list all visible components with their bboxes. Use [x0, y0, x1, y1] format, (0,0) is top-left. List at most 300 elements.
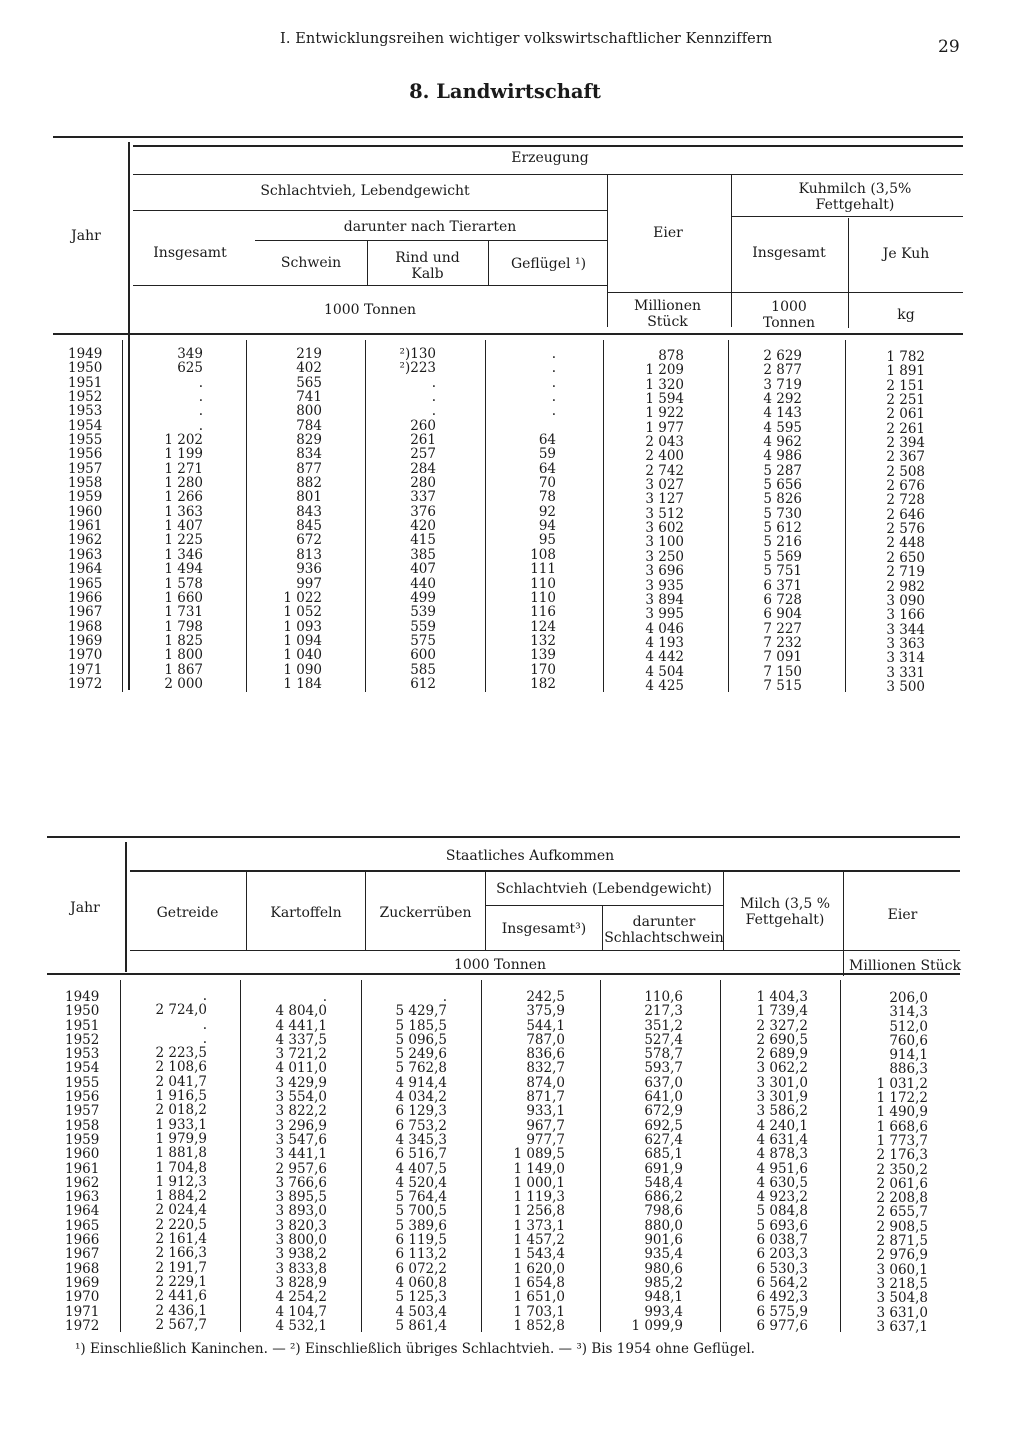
table-cell: 1 594	[645, 391, 684, 408]
table-cell: 3 062,2	[756, 1060, 808, 1077]
table-cell: 7 515	[763, 677, 802, 694]
table-cell: 3 027	[645, 477, 684, 494]
table-cell: 3 894	[645, 591, 684, 608]
table-cell: 878	[658, 348, 684, 364]
table-cell: 2 394	[886, 435, 925, 452]
table-cell: 2 251	[886, 392, 925, 409]
table-cell: 1 867	[164, 661, 203, 678]
table-cell: 5 826	[763, 491, 802, 508]
year-cell: 1967	[65, 1246, 100, 1263]
table-cell: 5 656	[763, 477, 802, 494]
col-header-milk-total: Insgesamt	[752, 245, 826, 261]
table-cell: 5 185,5	[395, 1017, 447, 1034]
table-cell: 3 429,9	[275, 1074, 327, 1091]
table-cell: 2 719	[886, 564, 925, 581]
table-cell: 3 696	[645, 563, 684, 580]
table-cell: 1 266	[164, 489, 203, 506]
table-cell: 3 314	[886, 650, 925, 667]
table-cell: 625	[177, 360, 203, 377]
table-cell: 2 724,0	[155, 1002, 207, 1019]
table-cell: 1 202	[164, 432, 203, 449]
year-cell: 1950	[68, 360, 103, 377]
table-cell: 3 833,8	[275, 1260, 327, 1277]
column-sugarbeet	[395, 990, 447, 1333]
col-header-grain: Getreide	[156, 905, 219, 921]
table-cell: 6 977,6	[756, 1317, 808, 1334]
table-cell: 440	[410, 575, 436, 592]
table-cell: 5 084,8	[756, 1203, 808, 1220]
table-cell: 2 043	[645, 434, 684, 451]
table-cell: 420	[410, 518, 436, 535]
rule	[53, 136, 963, 138]
table-cell: 110	[530, 589, 556, 606]
table-cell: 4 292	[763, 391, 802, 408]
rule	[488, 240, 489, 285]
table-cell: 2 229,1	[155, 1273, 207, 1290]
year-cell: 1963	[68, 546, 103, 563]
year-cell: 1959	[65, 1131, 100, 1148]
group-header: Staatliches Aufkommen	[445, 848, 615, 864]
table-cell: 784	[296, 417, 322, 434]
table-cell: 3 828,9	[275, 1274, 327, 1291]
table-cell: 3 363	[886, 635, 925, 652]
table-cell: 691,9	[644, 1160, 683, 1177]
rule	[720, 980, 721, 1332]
table-cell: 132	[530, 632, 556, 649]
table-cell: 933,1	[526, 1103, 565, 1120]
table-cell: 1 578	[164, 575, 203, 592]
rule	[843, 872, 844, 976]
rule	[133, 210, 607, 211]
column-eggs	[876, 991, 928, 1334]
table-cell: 2 151	[886, 377, 925, 394]
column-slaughter-pigs	[631, 990, 683, 1333]
rule	[485, 340, 486, 692]
rule	[53, 333, 963, 335]
col-header-total: Insgesamt	[153, 245, 227, 261]
table-cell: 2 689,9	[756, 1046, 808, 1063]
table-cell: 3 547,6	[275, 1131, 327, 1148]
table-cell: 2 441,6	[155, 1288, 207, 1305]
table-cell: 871,7	[526, 1089, 565, 1106]
table-cell: 977,7	[526, 1131, 565, 1148]
table-cell: 2 061,6	[876, 1175, 928, 1192]
table-cell: .	[202, 988, 207, 1004]
year-cell: 1971	[68, 661, 103, 678]
table-cell: 4 804,0	[275, 1003, 327, 1020]
table-cell: 1 094	[283, 632, 322, 649]
column-milk-total	[763, 349, 802, 693]
table-cell: .	[551, 346, 556, 362]
col-header-per-cow: Je Kuh	[882, 246, 930, 262]
column-years	[68, 347, 102, 691]
column-total	[164, 347, 203, 691]
table-cell: 5 861,4	[395, 1317, 447, 1334]
table-cell: 1 184	[283, 675, 322, 692]
table-cell: 1 543,4	[513, 1246, 565, 1263]
table-cell: 2 436,1	[155, 1302, 207, 1319]
table-cell: 1 040	[283, 647, 322, 664]
table-cell: 1 800	[164, 647, 203, 664]
table-cell: 3 586,2	[756, 1103, 808, 1120]
table-cell: 110,6	[644, 989, 683, 1005]
year-cell: 1956	[68, 446, 103, 463]
year-cell: 1961	[68, 518, 103, 535]
table-cell: 2 655,7	[876, 1204, 928, 1221]
table-cell: ²)223	[399, 360, 436, 377]
table-cell: 834	[296, 446, 322, 463]
table-cell: 5 287	[763, 462, 802, 479]
table-cell: 402	[296, 360, 322, 377]
table-cell: 4 442	[645, 649, 684, 666]
table-cell: 6 129,3	[395, 1103, 447, 1120]
table-cell: 5 730	[763, 505, 802, 522]
table-cell: 1 225	[164, 532, 203, 549]
table-cell: 1 852,8	[513, 1317, 565, 1334]
column-poultry	[530, 347, 556, 691]
table-cell: 4 104,7	[275, 1303, 327, 1320]
year-cell: 1968	[65, 1260, 100, 1277]
table-cell: 2 690,5	[756, 1031, 808, 1048]
table-cell: 3 938,2	[275, 1246, 327, 1263]
table-cell: 3 344	[886, 621, 925, 638]
table-cell: 1 668,6	[876, 1118, 928, 1135]
table-cell: 936	[296, 561, 322, 578]
rule	[246, 872, 247, 950]
table-cell: 4 630,5	[756, 1174, 808, 1191]
table-cell: 4 046	[645, 620, 684, 637]
year-cell: 1966	[68, 589, 103, 606]
table-cell: 6 564,2	[756, 1274, 808, 1291]
table-cell: 585	[410, 661, 436, 678]
table-cell: 2 024,4	[155, 1202, 207, 1219]
table-cell: 415	[410, 532, 436, 549]
table-cell: 2 742	[645, 462, 684, 479]
table-cell: 3 331	[886, 664, 925, 681]
rule	[600, 980, 601, 1332]
table-cell: 4 011,0	[275, 1060, 327, 1077]
table-cell: 2 208,8	[876, 1190, 928, 1207]
table-cell: 641,0	[644, 1089, 683, 1106]
column-grain	[155, 989, 207, 1332]
rule	[125, 842, 127, 972]
table-cell: 877	[296, 460, 322, 477]
table-cell: 1 320	[645, 376, 684, 393]
table-cell: 672	[296, 532, 322, 549]
table-cell: 5 751	[763, 563, 802, 580]
table-cell: 1 922	[645, 405, 684, 422]
table-cell: 1 979,9	[155, 1130, 207, 1147]
table-cell: 59	[538, 446, 556, 463]
table-cell: 2 567,7	[155, 1316, 207, 1333]
year-cell: 1970	[65, 1289, 100, 1306]
table-cell: 3 060,1	[876, 1261, 928, 1278]
table-cell: 3 637,1	[876, 1318, 928, 1335]
table-cell: 7 232	[763, 634, 802, 651]
table-cell: 2 400	[645, 448, 684, 465]
table-cell: 4 240,1	[756, 1117, 808, 1134]
table-cell: 1 654,8	[513, 1274, 565, 1291]
table-cell: 6 203,3	[756, 1246, 808, 1263]
table-cell: 1 199	[164, 446, 203, 463]
table-cell: 901,6	[644, 1232, 683, 1249]
table-cell: 4 532,1	[275, 1317, 327, 1334]
table-cell: 6 753,2	[395, 1117, 447, 1134]
table-cell: 5 125,3	[395, 1289, 447, 1306]
table-cell: 3 127	[645, 491, 684, 508]
table-cell: .	[551, 403, 556, 420]
table-cell: 7 091	[763, 649, 802, 666]
table-cell: 1 209	[645, 362, 684, 379]
table-cell: 578,7	[644, 1046, 683, 1063]
year-cell: 1972	[65, 1317, 100, 1334]
table-cell: 2 191,7	[155, 1259, 207, 1276]
table-cell: 948,1	[644, 1289, 683, 1306]
table-cell: 4 345,3	[395, 1131, 447, 1148]
table-cell: 1 773,7	[876, 1132, 928, 1149]
table-cell: 1 891	[886, 363, 925, 380]
unit-eggs: Millionen Stück	[849, 958, 961, 974]
rule	[361, 980, 362, 1332]
table-cell: 3 100	[645, 534, 684, 551]
table-cell: 2 350,2	[876, 1161, 928, 1178]
rule	[47, 836, 960, 838]
table-cell: 967,7	[526, 1117, 565, 1134]
table-cell: 6 728	[763, 591, 802, 608]
table-cell: 559	[410, 618, 436, 635]
table-cell: 4 337,5	[275, 1031, 327, 1048]
table-cell: 5 612	[763, 520, 802, 537]
table-cell: .	[322, 989, 327, 1005]
table-cell: 914,1	[889, 1047, 928, 1064]
year-cell: 1957	[65, 1103, 100, 1120]
rule	[367, 240, 368, 285]
year-cell: 1965	[65, 1217, 100, 1234]
table-cell: 832,7	[526, 1060, 565, 1077]
table-cell: 1 119,3	[513, 1189, 565, 1206]
table-cell: 3 512	[645, 505, 684, 522]
table-cell: 182	[530, 675, 556, 692]
table-cell: 1 149,0	[513, 1160, 565, 1177]
column-per-cow	[886, 350, 925, 694]
col-header-pig: Schwein	[280, 255, 342, 271]
table-cell: 3 766,6	[275, 1174, 327, 1191]
table-cell: 1 090	[283, 661, 322, 678]
table-cell: 672,9	[644, 1103, 683, 1120]
table-cell: 1 703,1	[513, 1303, 565, 1320]
table-cell: 6 113,2	[395, 1246, 447, 1263]
table-cell: 2 367	[886, 449, 925, 466]
table-cell: 7 150	[763, 663, 802, 680]
table-cell: 1 704,8	[155, 1159, 207, 1176]
running-header: I. Entwicklungsreihen wichtiger volkswirtschaftlicher Kennziffern	[280, 31, 773, 47]
table-cell: 4 504	[645, 663, 684, 680]
table-cell: 314,3	[889, 1004, 928, 1021]
table-cell: 1 172,2	[876, 1090, 928, 1107]
year-cell: 1964	[65, 1203, 100, 1220]
table-cell: 284	[410, 460, 436, 477]
table-cell: 5 216	[763, 534, 802, 551]
rule	[120, 980, 121, 1332]
table-cell: 3 504,8	[876, 1290, 928, 1307]
table-cell: .	[198, 403, 203, 420]
col-header-milk: Kuhmilch (3,5% Fettgehalt)	[798, 181, 912, 213]
table-cell: 3 719	[763, 376, 802, 393]
page-number: 29	[938, 37, 960, 57]
unit-eggs: Millionen Stück	[634, 298, 701, 330]
table-cell	[530, 419, 556, 433]
rule	[485, 872, 486, 950]
table-cell: 1 346	[164, 546, 203, 563]
rule	[122, 340, 123, 692]
year-cell: 1966	[65, 1232, 100, 1249]
year-cell: 1972	[68, 675, 103, 692]
year-cell: 1967	[68, 604, 103, 621]
table-cell: .	[442, 989, 447, 1005]
rule	[246, 340, 247, 692]
table-cell: 985,2	[644, 1274, 683, 1291]
table-cell: 170	[530, 661, 556, 678]
table-cell: 800	[296, 403, 322, 420]
group-header: Erzeugung	[511, 150, 589, 166]
table-cell: 692,5	[644, 1117, 683, 1134]
table-cell: 1 052	[283, 604, 322, 621]
table-cell: 2 223,5	[155, 1045, 207, 1062]
col-header-slaughter-total: Insgesamt³)	[501, 921, 587, 937]
table-cell: 2 908,5	[876, 1218, 928, 1235]
table-cell: 4 923,2	[756, 1189, 808, 1206]
table-cell: .	[198, 389, 203, 406]
table-cell: 593,7	[644, 1060, 683, 1077]
rule	[365, 340, 366, 692]
col-header-slaughter: Schlachtvieh, Lebendgewicht	[260, 183, 470, 199]
table-cell: .	[202, 1030, 207, 1047]
table-cell: 997	[296, 575, 322, 592]
table-cell: 260	[410, 417, 436, 434]
table-cell: 3 090	[886, 592, 925, 609]
table-cell: 6 575,9	[756, 1303, 808, 1320]
table-cell: 6 530,3	[756, 1260, 808, 1277]
unit-milk: 1000 Tonnen	[762, 299, 815, 331]
table-cell: 1 089,5	[513, 1146, 565, 1163]
rule	[130, 950, 960, 951]
table-cell: 261	[410, 432, 436, 449]
unit-main: 1000 Tonnen	[453, 957, 547, 973]
rule	[255, 240, 607, 241]
table-cell: 4 631,4	[756, 1131, 808, 1148]
rule	[607, 175, 608, 327]
col-header-eggs: Eier	[887, 907, 918, 923]
table-cell: .	[198, 374, 203, 391]
table-cell: 4 878,3	[756, 1146, 808, 1163]
table-cell: 5 249,6	[395, 1046, 447, 1063]
table-cell: 2 108,6	[155, 1059, 207, 1076]
rule	[731, 216, 963, 217]
table-cell: 1 933,1	[155, 1116, 207, 1133]
table-cell: 1 280	[164, 475, 203, 492]
table-cell: 935,4	[644, 1246, 683, 1263]
year-cell: 1968	[68, 618, 103, 635]
table-cell: 880,0	[644, 1217, 683, 1234]
table-cell: 70	[538, 475, 556, 492]
year-cell: 1949	[68, 346, 103, 362]
table-cell: 801	[296, 489, 322, 506]
year-cell: 1958	[68, 475, 103, 492]
table-cell: 527,4	[644, 1031, 683, 1048]
table-cell: 1 000,1	[513, 1174, 565, 1191]
table-cell: 3 250	[645, 548, 684, 565]
year-cell: 1964	[68, 561, 103, 578]
table-cell: 685,1	[644, 1146, 683, 1163]
table-cell: 4 060,8	[395, 1274, 447, 1291]
table-cell: 3 602	[645, 520, 684, 537]
table-cell: 2 220,5	[155, 1216, 207, 1233]
table-cell: 78	[538, 489, 556, 506]
table-cell: 337	[410, 489, 436, 506]
table-cell: 2 576	[886, 521, 925, 538]
table-cell: 3 500	[886, 678, 925, 695]
year-cell: 1950	[65, 1003, 100, 1020]
table-cell: 6 072,2	[395, 1260, 447, 1277]
table-cell: 351,2	[644, 1017, 683, 1034]
table-cell: .	[551, 389, 556, 406]
table-cell: 124	[530, 618, 556, 635]
table-cell: 2 646	[886, 506, 925, 523]
table-cell: 7 227	[763, 620, 802, 637]
table-cell: 2 676	[886, 478, 925, 495]
unit-per-cow: kg	[897, 307, 915, 323]
table-cell: 139	[530, 647, 556, 664]
rule	[133, 145, 963, 147]
table-cell: 1 363	[164, 503, 203, 520]
year-cell: 1962	[65, 1174, 100, 1191]
table-cell: 2 871,5	[876, 1233, 928, 1250]
table-cell: 2 448	[886, 535, 925, 552]
table-cell: 813	[296, 546, 322, 563]
table-cell: 1 031,2	[876, 1075, 928, 1092]
year-cell: 1951	[68, 374, 103, 391]
table-cell: 3 296,9	[275, 1117, 327, 1134]
table-cell: 4 407,5	[395, 1160, 447, 1177]
table-cell: 64	[538, 460, 556, 477]
table-cell: 1 620,0	[513, 1260, 565, 1277]
table-cell: 4 441,1	[275, 1017, 327, 1034]
table-cell: 4 520,4	[395, 1174, 447, 1191]
year-cell: 1960	[68, 503, 103, 520]
table-cell: 499	[410, 589, 436, 606]
table-cell: 108	[530, 546, 556, 563]
column-cattle	[400, 347, 436, 691]
table-cell: 385	[410, 546, 436, 563]
rule	[240, 980, 241, 1332]
table-cell: 600	[410, 647, 436, 664]
rule	[481, 980, 482, 1332]
table-cell: 5 389,6	[395, 1217, 447, 1234]
table-cell: 375,9	[526, 1003, 565, 1020]
col-header-sugarbeet: Zuckerrüben	[379, 905, 472, 921]
col-header-milk: Milch (3,5 % Fettgehalt)	[739, 896, 831, 928]
table-cell: .	[431, 374, 436, 391]
table-cell: 836,6	[526, 1046, 565, 1063]
table-cell: 3 822,2	[275, 1103, 327, 1120]
table-cell: 1 881,8	[155, 1145, 207, 1162]
table-cell: 64	[538, 432, 556, 449]
table-cell: .	[202, 1016, 207, 1033]
table-cell: 2 877	[763, 362, 802, 379]
table-cell: 686,2	[644, 1189, 683, 1206]
table-cell: 1 884,2	[155, 1188, 207, 1205]
table-cell: 1 916,5	[155, 1088, 207, 1105]
